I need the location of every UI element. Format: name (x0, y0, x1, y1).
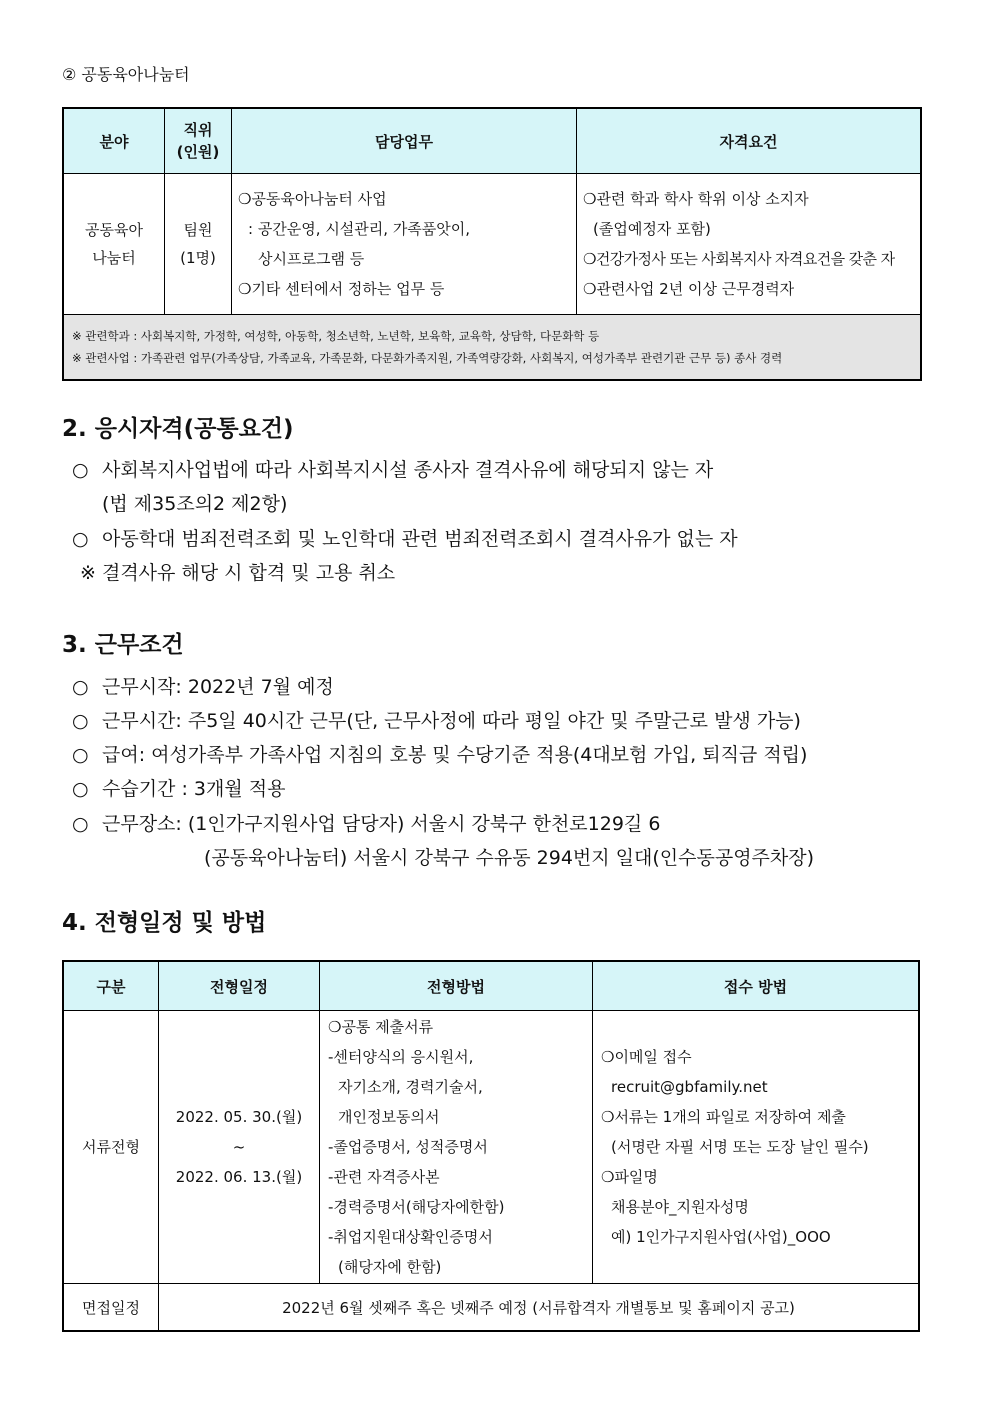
section-3-title: 3. 근무조건 (62, 632, 184, 658)
section-2-title: 2. 응시자격(공통요건) (62, 416, 294, 442)
schedule-cell: 2022. 05. 30.(월) ~ 2022. 06. 13.(월) (159, 1011, 320, 1284)
header-method: 전형방법 (320, 961, 593, 1011)
schedule-table (62, 960, 920, 1332)
header-field: 분야 (63, 108, 165, 174)
header-reception: 접수 방법 (593, 961, 920, 1011)
interview-schedule: 2022년 6월 셋째주 혹은 넷째주 예정 (서류합격자 개별통보 및 홈페이지 공고) (159, 1284, 920, 1332)
header-qualifications: 자격요건 (577, 108, 922, 174)
method-cell: ❍공통 제출서류 -센터양식의 응시원서, 자기소개, 경력기술서, 개인정보동의서 -졸업증명서, 성적증명서 -관련 자격증사본 -경력증명서(해당자에한함) -취업지원대상확인증명서 (해당자에 한함) (320, 1011, 593, 1284)
condition-item: ○ 근무장소: (1인가구지원사업 담당자) 서울시 강북구 한천로129길 6 (72, 813, 661, 835)
reception-cell: ❍이메일 접수 recruit@gbfamily.net ❍서류는 1개의 파일로 저장하여 제출 (서명란 자필 서명 또는 도장 날인 필수) ❍파일명 채용분야_지원자성명 예) 1인가구지원사업(사업)_OOO (593, 1011, 920, 1284)
subsection-title: ② 공동육아나눔터 (62, 65, 190, 84)
eligibility-item-cont: (법 제35조의2 제2항) (102, 493, 288, 515)
qualifications-cell: ❍관련 학과 학사 학위 이상 소지자 (졸업예정자 포함) ❍건강가정사 또는 사회복지사 자격요건을 갖춘 자 ❍관련사업 2년 이상 근무경력자 (577, 174, 922, 315)
header-category: 구분 (63, 961, 159, 1011)
condition-item: ○ 근무시작: 2022년 7월 예정 (72, 676, 334, 698)
staff-table-1 (62, 107, 922, 381)
duties-cell: ❍공동육아나눔터 사업 : 공간운영, 시설관리, 가족품앗이, 상시프로그램 등 ❍기타 센터에서 정하는 업무 등 (232, 174, 577, 315)
header-position: 직위 (인원) (165, 108, 232, 174)
category-cell: 서류전형 (63, 1011, 159, 1284)
condition-item-cont: (공동육아나눔터) 서울시 강북구 수유동 294번지 일대(인수동공영주차장) (204, 847, 815, 869)
section-4-title: 4. 전형일정 및 방법 (62, 910, 267, 936)
header-duties: 담당업무 (232, 108, 577, 174)
interview-category: 면접일정 (63, 1284, 159, 1332)
condition-item: ○ 급여: 여성가족부 가족사업 지침의 호봉 및 수당기준 적용(4대보험 가입, 퇴직금 적립) (72, 744, 808, 766)
condition-item: ○ 수습기간 : 3개월 적용 (72, 778, 286, 800)
eligibility-item: ○ 사회복지사업법에 따라 사회복지시설 종사자 결격사유에 해당되지 않는 자 (72, 459, 714, 481)
eligibility-note: ※ 결격사유 해당 시 합격 및 고용 취소 (80, 562, 396, 584)
condition-item: ○ 근무시간: 주5일 40시간 근무(단, 근무사정에 따라 평일 야간 및 주말근로 발생 가능) (72, 710, 801, 732)
field-cell: 공동육아 나눔터 (63, 174, 165, 315)
header-schedule: 전형일정 (159, 961, 320, 1011)
table-notes: ※ 관련학과 : 사회복지학, 가정학, 여성학, 아동학, 청소년학, 노년학, 보육학, 교육학, 상담학, 다문화학 등 ※ 관련사업 : 가족관련 업무(가족상담, 가족교육, 가족문화, 다문화가족지원, 가족역량강화, 사회복지, 여성가족부 관련기관 근무 등) 종사 경력 (63, 315, 921, 381)
email-address: recruit@gbfamily.net (611, 1078, 768, 1096)
eligibility-item: ○ 아동학대 범죄전력조회 및 노인학대 관련 범죄전력조회시 결격사유가 없는 자 (72, 528, 738, 550)
position-cell: 팀원 (1명) (165, 174, 232, 315)
